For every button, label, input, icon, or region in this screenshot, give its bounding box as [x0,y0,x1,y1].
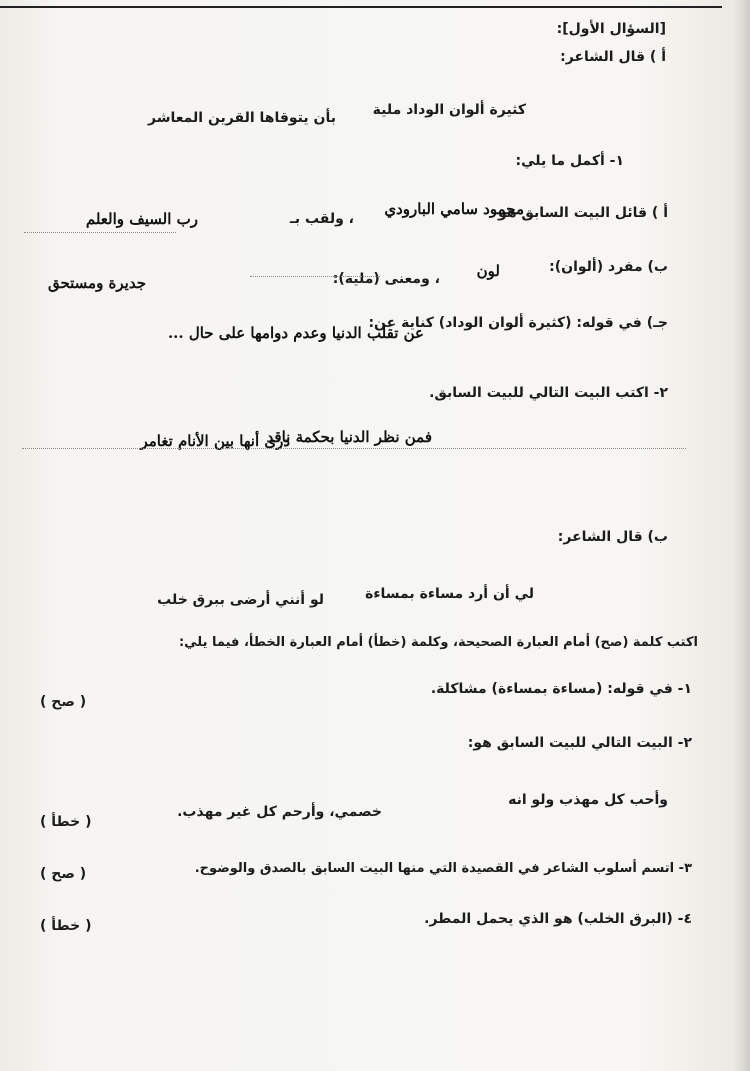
complete-b-prompt-singular: ب) مفرد (ألوان): [549,259,668,275]
answer-line [22,448,686,449]
complete-b-answer-singular: لون [476,262,500,280]
next-verse-first-hemistich: فمن نظر الدنيا بحكمة ناقد [266,428,432,446]
tf-item-2-verse-first: وأحب كل مهذب ولو انه [508,792,668,808]
page-edge-shadow [734,0,750,1071]
verse-a-second-hemistich: بأن يتوقاها القرين المعاشر [148,110,336,126]
answer-line [24,232,176,233]
next-verse-prompt: ٢- اكتب البيت التالي للبيت السابق. [429,385,668,401]
verse-b-second-hemistich: لو أنني أرضى ببرق خلب [157,592,324,608]
tf-item-4-text: ٤- (البرق الخلب) هو الذي يحمل المطر. [424,911,692,927]
complete-b-prompt-meaning: ، ومعنى (ملية): [332,271,440,287]
tf-item-4-answer: ( خطأ ) [40,918,92,934]
part-a-label: أ ) قال الشاعر: [560,49,666,65]
top-border-line [0,0,722,8]
tf-item-1-answer: ( صح ) [40,694,87,710]
part-b-label: ب) قال الشاعر: [557,529,668,545]
complete-title: ١- أكمل ما يلي: [515,153,624,169]
verse-b-first-hemistich: لي أن أرد مساءة بمساءة [365,586,534,602]
complete-c-answer: عن تقلب الدنيا وعدم دوامها على حال ... [167,324,424,342]
question-title: [السؤال الأول]: [556,21,666,37]
complete-a-answer-title: رب السيف والعلم [85,210,198,228]
tf-item-2-verse-second: خصمي، وأرحم كل غير مهذب. [177,804,382,820]
tf-item-3-answer: ( صح ) [40,866,87,882]
next-verse-second-hemistich: درى أنها بين الأنام تغامر [140,432,290,450]
complete-a-prompt-poet: أ ) قائل البيت السابق هو [498,205,668,221]
tf-item-1-text: ١- في قوله: (مساءة بمساءة) مشاكلة. [430,681,692,697]
verse-a-first-hemistich: كثيرة ألوان الوداد ملية [372,102,526,118]
tf-item-3-text: ٣- اتسم أسلوب الشاعر في القصيدة التي منها البيت السابق بالصدق والوضوح. [194,861,692,876]
tf-item-2-answer: ( خطأ ) [40,814,92,830]
complete-a-prompt-title: ، ولقب بـ [290,211,354,227]
complete-b-answer-meaning: جديرة ومستحق [47,274,146,292]
complete-c-prompt: جـ) في قوله: (كثيرة ألوان الوداد) كناية عن: [368,315,668,331]
answer-line [250,276,380,277]
complete-a-answer-poet: محمود سامي البارودي [384,200,524,218]
true-false-instruction: اكتب كلمة (صح) أمام العبارة الصحيحة، وكلمة (خطأ) أمام العبارة الخطأ، فيما يلي: [178,635,698,650]
tf-item-2-text: ٢- البيت التالي للبيت السابق هو: [467,735,692,751]
